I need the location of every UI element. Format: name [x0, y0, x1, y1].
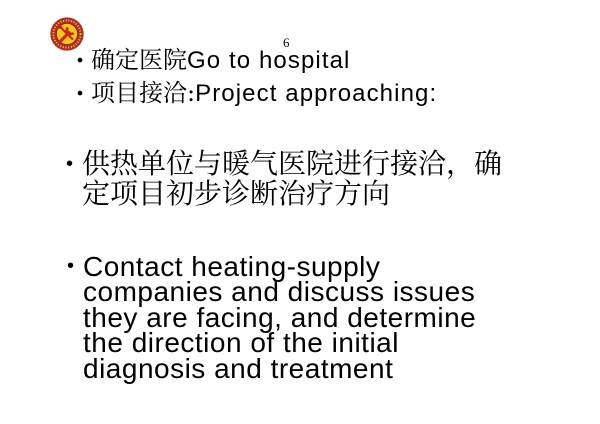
- bullet-dot-icon: •: [77, 83, 84, 103]
- bullet-item-hospital: [77, 44, 437, 77]
- bullet-line: Contact heating-supply: [83, 251, 381, 282]
- bullet-line: companies and discuss issues: [83, 276, 476, 308]
- bullet-dot-icon: •: [77, 50, 84, 70]
- bullet-item-contact-en: [67, 251, 477, 384]
- bullet-text: [91, 77, 437, 110]
- bullet-text: [91, 44, 351, 77]
- bullet-dot-icon: •: [66, 153, 74, 175]
- bullet-text: [83, 251, 477, 384]
- bullet-line: 供热单位与暖气医院进行接洽，确: [82, 147, 503, 180]
- bullet-line: they are facing, and determine: [83, 301, 477, 333]
- bullet-text-zh: 项目接洽:: [91, 79, 196, 107]
- intro-bullet-list: [77, 44, 437, 110]
- bullet-text-zh: 确定医院: [91, 46, 187, 74]
- body-bullet-english: [67, 251, 477, 384]
- bullet-line: the direction of the initial: [83, 327, 399, 359]
- bullet-dot-icon: •: [67, 255, 75, 277]
- bullet-line: 定项目初步诊断治疗方向: [82, 177, 391, 210]
- bullet-text: [82, 149, 502, 209]
- body-bullet-chinese: [66, 149, 502, 209]
- slide-number: 6: [283, 35, 290, 50]
- bullet-item-project: [77, 77, 437, 110]
- bullet-item-contact-zh: [66, 149, 502, 209]
- bullet-text-en: Go to hospital: [187, 47, 351, 74]
- bullet-line: diagnosis and treatment: [83, 352, 394, 384]
- bullet-text-en: Project approaching:: [195, 80, 438, 107]
